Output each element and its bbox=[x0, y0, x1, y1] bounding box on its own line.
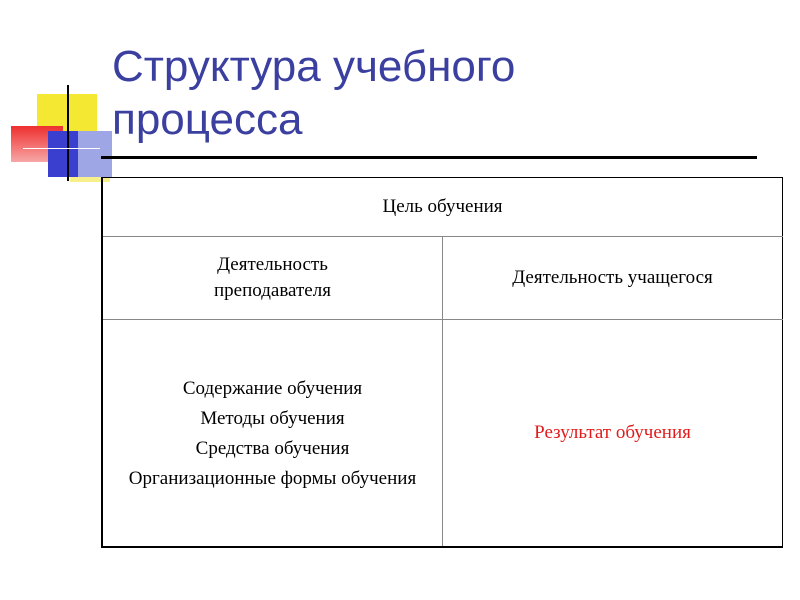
goal-cell bbox=[102, 178, 783, 237]
decorative-light-blue-square bbox=[78, 131, 112, 177]
result-cell bbox=[443, 320, 783, 548]
decorative-vertical-line bbox=[67, 85, 69, 181]
table-row-content bbox=[102, 320, 783, 548]
structure-table bbox=[101, 177, 783, 548]
teacher-activity-label: Деятельность преподавателя bbox=[214, 254, 331, 301]
content-item: Методы обучения bbox=[200, 408, 345, 429]
slide-title bbox=[112, 40, 515, 146]
table-row-activities bbox=[102, 237, 783, 320]
teacher-activity-cell bbox=[102, 237, 443, 320]
student-activity-cell bbox=[443, 237, 783, 320]
goal-label: Цель обучения bbox=[382, 196, 503, 217]
content-item: Средства обучения bbox=[195, 438, 350, 459]
content-item: Содержание обучения bbox=[182, 378, 363, 399]
decorative-horizontal-line bbox=[23, 148, 100, 149]
title-divider bbox=[101, 156, 757, 159]
table-row-goal bbox=[102, 178, 783, 237]
slide-title-line-2: процесса bbox=[112, 95, 303, 144]
slide-title-line-1: Структура учебного bbox=[112, 42, 516, 91]
content-cell bbox=[102, 320, 443, 548]
result-label: Результат обучения bbox=[534, 422, 691, 443]
content-item: Организационные формы обучения bbox=[128, 468, 417, 489]
student-activity-label: Деятельность учащегося bbox=[512, 267, 713, 288]
